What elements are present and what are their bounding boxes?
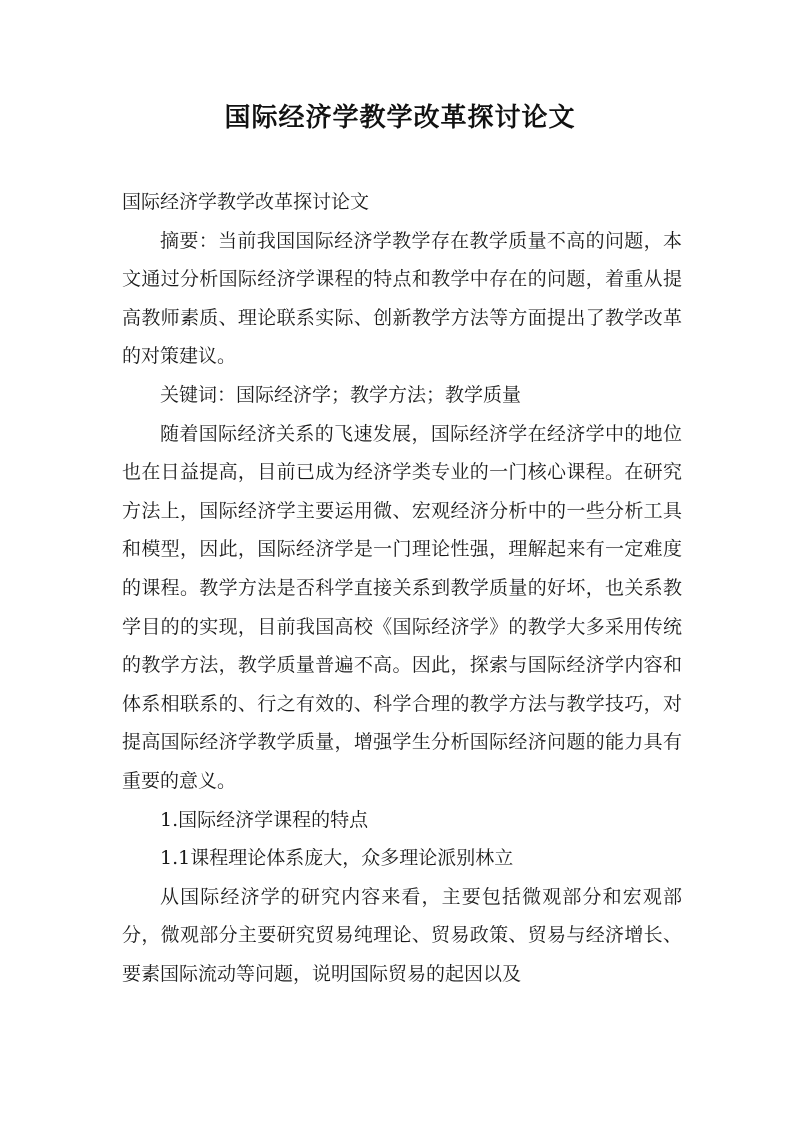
section-1-1-paragraph: 从国际经济学的研究内容来看，主要包括微观部分和宏观部分，微观部分主要研究贸易纯理论、贸易政策、贸易与经济增长、要素国际流动等问题，说明国际贸易的起因以及 (122, 885, 682, 985)
abstract-paragraph: 摘要：当前我国国际经济学教学存在教学质量不高的问题，本文通过分析国际经济学课程的特点和教学中存在的问题，着重从提高教师素质、理论联系实际、创新教学方法等方面提出了教学改革的对策建议。 (122, 229, 682, 368)
subsection-heading-1-1: 1.1课程理论体系庞大，众多理论派别林立 (160, 847, 514, 870)
intro-paragraph: 随着国际经济关系的飞速发展，国际经济学在经济学中的地位也在日益提高，目前已成为经济学类专业的一门核心课程。在研究方法上，国际经济学主要运用微、宏观经济分析中的一些分析工具和模型，因此，国际经济学是一门理论性强，理解起来有一定难度的课程。教学方法是否科学直接关系到教学质量的好坏，也关系教学目的的实现，目前我国高校《国际经济学》的教学大多采用传统的教学方法，教学质量普遍不高。因此，探索与国际经济学内容和体系相联系的、行之有效的、科学合理的教学方法与教学技巧，对提高国际经济学教学质量，增强学生分析国际经济问题的能力具有重要的意义。 (122, 422, 682, 792)
section-heading-1: 1.国际经济学课程的特点 (160, 808, 369, 831)
document-body (122, 183, 682, 993)
keywords-line: 关键词：国际经济学；教学方法；教学质量 (160, 383, 522, 406)
document-title: 国际经济学教学改革探讨论文 (224, 103, 576, 133)
paper-heading-line: 国际经济学教学改革探讨论文 (122, 191, 370, 213)
